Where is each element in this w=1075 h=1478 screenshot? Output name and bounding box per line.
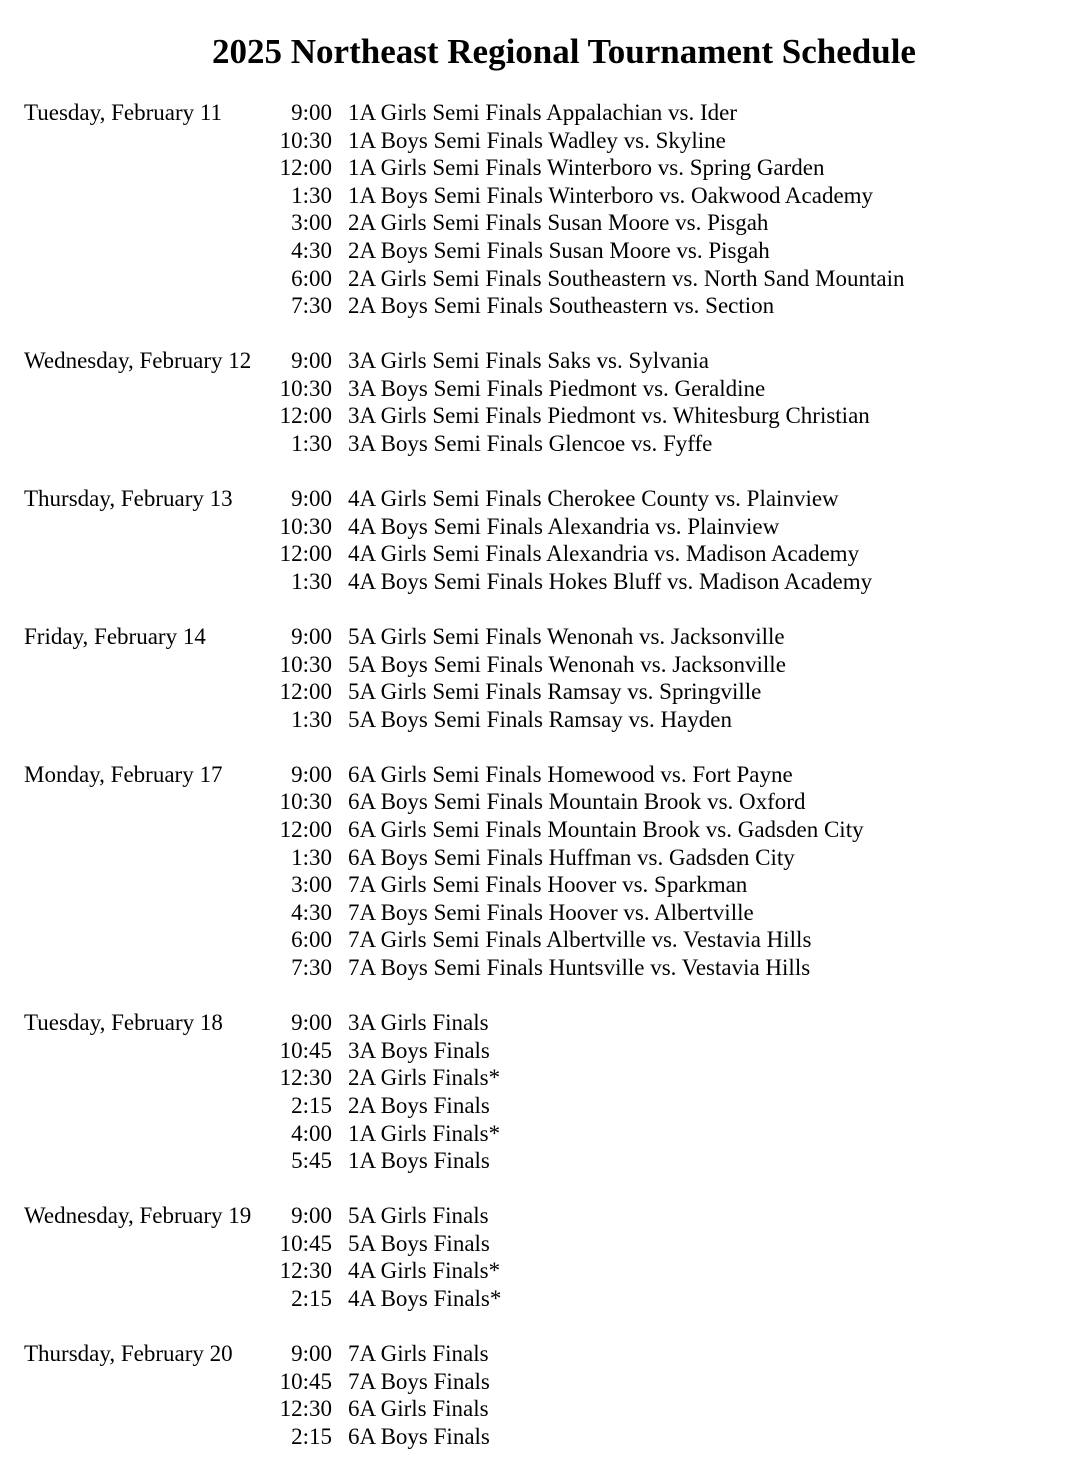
game-time: 6:00	[291, 265, 332, 291]
game-event: 3A Girls Semi Finals Piedmont vs. Whitesburg Christian	[348, 403, 870, 429]
game-event: 2A Girls Semi Finals Southeastern vs. North Sand Mountain	[348, 265, 905, 291]
day-block	[24, 761, 1064, 982]
day-label: Tuesday, February 11	[24, 100, 223, 125]
game-time: 1:30	[291, 431, 332, 457]
game-time: 1:30	[291, 182, 332, 208]
game-time: 10:30	[279, 127, 332, 153]
schedule-row	[24, 568, 1064, 596]
game-time: 10:30	[279, 513, 332, 539]
game-time: 12:00	[279, 155, 332, 181]
game-event: 7A Boys Finals	[348, 1368, 490, 1394]
schedule-row	[24, 154, 1064, 182]
game-event: 4A Girls Semi Finals Cherokee County vs. Plainview	[348, 486, 839, 512]
schedule-row	[24, 1037, 1064, 1065]
schedule-row	[24, 1092, 1064, 1120]
game-event: 3A Boys Semi Finals Glencoe vs. Fyffe	[348, 431, 713, 457]
schedule-row	[24, 871, 1064, 899]
schedule-row	[24, 99, 1064, 127]
day-block	[24, 1009, 1064, 1175]
game-time: 10:30	[279, 789, 332, 815]
schedule-row	[24, 540, 1064, 568]
game-time: 10:45	[279, 1368, 332, 1394]
game-event: 4A Boys Finals*	[348, 1285, 502, 1311]
schedule-row	[24, 1064, 1064, 1092]
game-time: 7:30	[291, 955, 332, 981]
day-block	[24, 347, 1064, 457]
game-event: 4A Boys Semi Finals Hokes Bluff vs. Madison Academy	[348, 568, 873, 594]
game-time: 3:00	[291, 872, 332, 898]
game-time: 10:45	[279, 1037, 332, 1063]
day-label: Thursday, February 20	[24, 1341, 233, 1367]
game-event: 7A Boys Semi Finals Huntsville vs. Vestavia Hills	[348, 955, 811, 981]
day-label: Wednesday, February 19	[24, 1203, 252, 1229]
game-event: 2A Girls Finals*	[348, 1065, 501, 1091]
game-event: 2A Boys Semi Finals Southeastern vs. Section	[348, 293, 775, 319]
game-time: 12:30	[279, 1396, 332, 1422]
schedule-row	[24, 1147, 1064, 1175]
schedule-row	[24, 430, 1064, 458]
game-time: 9:00	[291, 761, 332, 787]
game-event: 1A Boys Semi Finals Wadley vs. Skyline	[348, 127, 726, 153]
schedule-row	[24, 788, 1064, 816]
day-label: Tuesday, February 18	[24, 1010, 223, 1036]
schedule-row	[24, 761, 1064, 789]
game-event: 5A Girls Semi Finals Ramsay vs. Springville	[348, 679, 762, 705]
day-label: Monday, February 17	[24, 761, 223, 787]
schedule-row	[24, 1257, 1064, 1285]
game-time: 9:00	[291, 1203, 332, 1229]
game-event: 2A Boys Semi Finals Susan Moore vs. Pisgah	[348, 237, 770, 263]
page-title: 2025 Northeast Regional Tournament Schedule	[212, 32, 916, 71]
game-time: 12:00	[279, 679, 332, 705]
game-event: 6A Girls Semi Finals Homewood vs. Fort Payne	[348, 761, 793, 787]
schedule-row	[24, 237, 1064, 265]
schedule-row	[24, 1423, 1064, 1451]
schedule-row	[24, 623, 1064, 651]
game-event: 4A Girls Semi Finals Alexandria vs. Madison Academy	[348, 541, 860, 567]
game-event: 1A Girls Semi Finals Appalachian vs. Ider	[348, 100, 738, 125]
schedule-row	[24, 1340, 1064, 1368]
schedule-row	[24, 1230, 1064, 1258]
game-event: 5A Girls Semi Finals Wenonah vs. Jacksonville	[348, 624, 785, 649]
schedule-row	[24, 706, 1064, 734]
game-event: 3A Girls Semi Finals Saks vs. Sylvania	[348, 348, 709, 374]
game-event: 3A Girls Finals	[348, 1010, 489, 1036]
game-event: 4A Girls Finals*	[348, 1258, 501, 1284]
game-event: 5A Boys Finals	[348, 1230, 490, 1256]
game-time: 4:00	[291, 1120, 332, 1146]
day-block	[24, 485, 1064, 595]
schedule-row	[24, 678, 1064, 706]
schedule-row	[24, 1368, 1064, 1396]
game-event: 7A Girls Semi Finals Hoover vs. Sparkman	[348, 872, 748, 898]
game-time: 4:30	[291, 899, 332, 925]
game-time: 2:15	[291, 1423, 332, 1449]
schedule-row	[24, 1120, 1064, 1148]
game-event: 1A Girls Semi Finals Winterboro vs. Spring Garden	[348, 155, 825, 181]
game-time: 3:00	[291, 210, 332, 236]
day-block	[24, 1202, 1064, 1312]
game-event: 6A Boys Semi Finals Huffman vs. Gadsden City	[348, 844, 795, 870]
schedule-row	[24, 1009, 1064, 1037]
schedule-row	[24, 485, 1064, 513]
schedule-row	[24, 899, 1064, 927]
schedule-row	[24, 844, 1064, 872]
schedule-row	[24, 127, 1064, 155]
schedule-row	[24, 926, 1064, 954]
day-block	[24, 623, 1064, 733]
game-event: 6A Girls Semi Finals Mountain Brook vs. Gadsden City	[348, 817, 864, 843]
day-block	[24, 1340, 1064, 1450]
game-event: 6A Boys Finals	[348, 1423, 490, 1449]
game-event: 6A Boys Semi Finals Mountain Brook vs. Oxford	[348, 789, 806, 815]
game-time: 9:00	[291, 1341, 332, 1367]
game-event: 5A Boys Semi Finals Wenonah vs. Jacksonville	[348, 651, 786, 677]
schedule-row	[24, 402, 1064, 430]
game-event: 7A Girls Semi Finals Albertville vs. Vestavia Hills	[348, 927, 812, 953]
game-event: 6A Girls Finals	[348, 1396, 489, 1422]
game-event: 5A Boys Semi Finals Ramsay vs. Hayden	[348, 706, 732, 732]
game-time: 2:15	[291, 1285, 332, 1311]
schedule-row	[24, 651, 1064, 679]
day-label: Friday, February 14	[24, 624, 206, 649]
game-time: 6:00	[291, 927, 332, 953]
schedule-row	[24, 513, 1064, 541]
schedule-list	[24, 99, 1064, 1478]
game-time: 12:00	[279, 541, 332, 567]
game-time: 9:00	[291, 486, 332, 512]
game-time: 12:00	[279, 817, 332, 843]
game-event: 2A Boys Finals	[348, 1092, 490, 1118]
game-time: 5:45	[291, 1148, 332, 1174]
game-event: 3A Boys Finals	[348, 1037, 490, 1063]
game-time: 9:00	[291, 348, 332, 374]
schedule-row	[24, 1202, 1064, 1230]
game-event: 1A Girls Finals*	[348, 1120, 501, 1146]
game-event: 7A Girls Finals	[348, 1341, 489, 1367]
game-event: 4A Boys Semi Finals Alexandria vs. Plainview	[348, 513, 780, 539]
schedule-row	[24, 1395, 1064, 1423]
game-time: 9:00	[291, 1010, 332, 1036]
game-time: 1:30	[291, 568, 332, 594]
game-event: 7A Boys Semi Finals Hoover vs. Albertville	[348, 899, 754, 925]
schedule-row	[24, 375, 1064, 403]
game-time: 1:30	[291, 706, 332, 732]
game-time: 12:30	[279, 1258, 332, 1284]
day-label: Wednesday, February 12	[24, 348, 252, 374]
game-time: 1:30	[291, 844, 332, 870]
schedule-row	[24, 265, 1064, 293]
game-event: 2A Girls Semi Finals Susan Moore vs. Pisgah	[348, 210, 769, 236]
game-time: 12:30	[279, 1065, 332, 1091]
game-event: 1A Boys Finals	[348, 1148, 490, 1174]
game-event: 5A Girls Finals	[348, 1203, 489, 1229]
game-event: 1A Boys Semi Finals Winterboro vs. Oakwood Academy	[348, 182, 874, 208]
game-event: 3A Boys Semi Finals Piedmont vs. Geraldine	[348, 375, 766, 401]
game-time: 2:15	[291, 1092, 332, 1118]
day-block	[24, 99, 1064, 320]
schedule-row	[24, 954, 1064, 982]
schedule-row	[24, 182, 1064, 210]
schedule-row	[24, 1285, 1064, 1313]
game-time: 10:30	[279, 651, 332, 677]
game-time: 9:00	[291, 100, 332, 125]
schedule-row	[24, 209, 1064, 237]
schedule-row	[24, 292, 1064, 320]
day-label: Thursday, February 13	[24, 486, 233, 512]
schedule-row	[24, 816, 1064, 844]
game-time: 12:00	[279, 403, 332, 429]
game-time: 9:00	[291, 624, 332, 649]
game-time: 7:30	[291, 293, 332, 319]
game-time: 10:30	[279, 375, 332, 401]
game-time: 4:30	[291, 237, 332, 263]
game-time: 10:45	[279, 1230, 332, 1256]
schedule-row	[24, 347, 1064, 375]
